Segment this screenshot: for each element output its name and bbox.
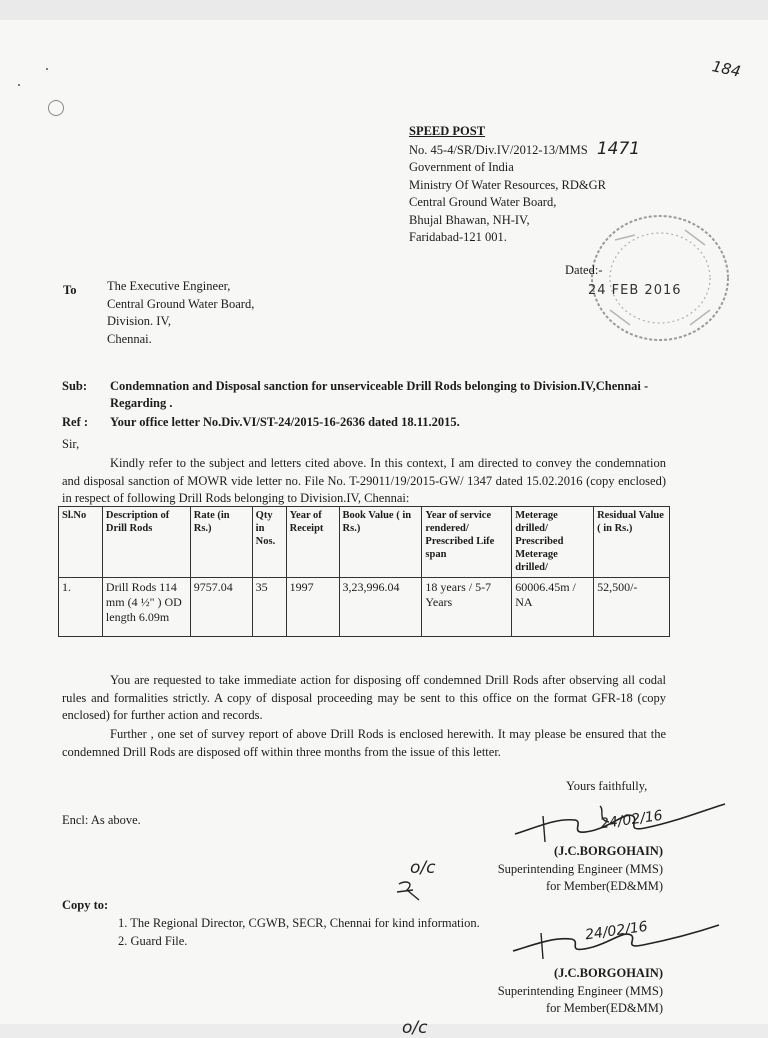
addressee-line: Central Ground Water Board, [107, 296, 255, 311]
addressee-line: The Executive Engineer, [107, 279, 231, 293]
subject-text: Condemnation and Disposal sanction for unserviceable Drill Rods belonging to Division.IV,Chennai - Regarding . [110, 379, 649, 410]
column-header: Rate (in Rs.) [190, 507, 252, 578]
column-header: Year of service rendered/ Prescribed Life span [422, 507, 512, 578]
addressee-block [107, 278, 254, 348]
header-line: Bhujal Bhawan, NH-IV, [409, 212, 530, 227]
stamp-date: 24 FEB 2016 [588, 283, 682, 298]
salutation: Sir, [62, 437, 80, 451]
body-paragraph-3 [62, 726, 666, 761]
to-label: To [63, 283, 77, 297]
column-header: Qty in Nos. [252, 507, 286, 578]
signatory-name: (J.C.BORGOHAIN) [553, 844, 663, 858]
closing: Yours faithfully, [566, 779, 648, 793]
table-header-row [59, 507, 670, 578]
table-cell: 18 years / 5-7 Years [422, 578, 512, 637]
paragraph-text: You are requested to take immediate action for disposing off condemned Drill Rods after observing all codal rules and formalities strictly. A copy of disposal proceeding may be sent to this office on the format GFR-18 (copy enclosed) for further action and records. [62, 673, 666, 722]
table-cell: 1. [59, 578, 103, 637]
oc-mark: o/c [402, 1018, 428, 1038]
file-number-handwritten: 1471 [596, 138, 641, 159]
column-header: Year of Receipt [286, 507, 339, 578]
table-cell: 9757.04 [190, 578, 252, 637]
table-cell: 3,23,996.04 [339, 578, 422, 637]
signatory-name: (J.C.BORGOHAIN) [553, 966, 663, 980]
column-header: Book Value ( in Rs.) [339, 507, 422, 578]
signatory-title: Superintending Engineer (MMS) [497, 983, 663, 998]
column-header: Description of Drill Rods [102, 507, 190, 578]
drill-rods-table [58, 506, 670, 637]
signature-block-1 [445, 843, 663, 896]
header-line: Central Ground Water Board, [409, 195, 557, 209]
table-cell: 35 [252, 578, 286, 637]
scan-speck [18, 84, 20, 86]
column-header: Sl.No [59, 507, 103, 578]
list-item: 2. Guard File. [118, 933, 188, 948]
table-cell: 52,500/- [594, 578, 670, 637]
body-paragraph-2 [62, 672, 666, 725]
signature-block-2 [445, 965, 663, 1018]
paragraph-text: Kindly refer to the subject and letters cited above. In this context, I am directed to convey the condemnation and disposal sanction of MOWR vide letter no. File No. T-29011/19/2015-GW/ 1347 dated 15.02.2016 (copy enclosed) in respect of following Drill Rods belonging to Division.IV, Chennai: [62, 456, 666, 505]
subject-label: Sub: [62, 379, 88, 393]
paragraph-text: Further , one set of survey report of above Drill Rods is enclosed herewith. It may please be ensured that the condemned Drill Rods are disposed off within three months from the issue of this letter. [62, 727, 666, 759]
speed-post-label: SPEED POST [409, 124, 486, 138]
table-cell: 1997 [286, 578, 339, 637]
addressee-line: Division. IV, [107, 314, 172, 328]
signature-date-handwritten: 24/02/16 [599, 807, 664, 833]
scan-speck [46, 68, 48, 70]
signatory-for: for Member(ED&MM) [546, 879, 663, 893]
file-number-row [409, 138, 641, 160]
ref-text: Your office letter No.Div.VI/ST-24/2015-16-2636 dated 18.11.2015. [110, 415, 460, 429]
file-number: No. 45-4/SR/Div.IV/2012-13/MMS [409, 142, 588, 157]
addressee-line: Chennai. [107, 331, 152, 346]
table-cell: Drill Rods 114 mm (4 ½" ) OD length 6.09m [102, 578, 190, 637]
table-row [59, 578, 670, 637]
copy-to-list [118, 915, 480, 950]
initial-mark [395, 878, 425, 904]
dated-label: Dated:- [565, 263, 603, 277]
header-line: Faridabad-121 001. [409, 230, 507, 244]
header-line: Ministry Of Water Resources, RD&GR [409, 177, 607, 192]
column-header: Meterage drilled/ Prescribed Meterage drilled/ [512, 507, 594, 578]
body-paragraph-1 [62, 455, 666, 508]
page-number-handwritten: 184 [710, 57, 743, 81]
header-line: Government of India [409, 160, 514, 174]
table-cell: 60006.45m / NA [512, 578, 594, 637]
signatory-for: for Member(ED&MM) [546, 1001, 663, 1015]
signatory-title: Superintending Engineer (MMS) [497, 861, 663, 876]
signature-date-handwritten: 24/02/16 [584, 918, 649, 944]
punch-hole [48, 100, 64, 116]
list-item: 1. The Regional Director, CGWB, SECR, Chennai for kind information. [118, 916, 480, 930]
enclosure-line: Encl: As above. [62, 813, 141, 827]
ref-label: Ref : [62, 415, 89, 429]
oc-mark: o/c [410, 858, 436, 878]
column-header: Residual Value ( in Rs.) [594, 507, 670, 578]
copy-to-label: Copy to: [62, 898, 109, 912]
